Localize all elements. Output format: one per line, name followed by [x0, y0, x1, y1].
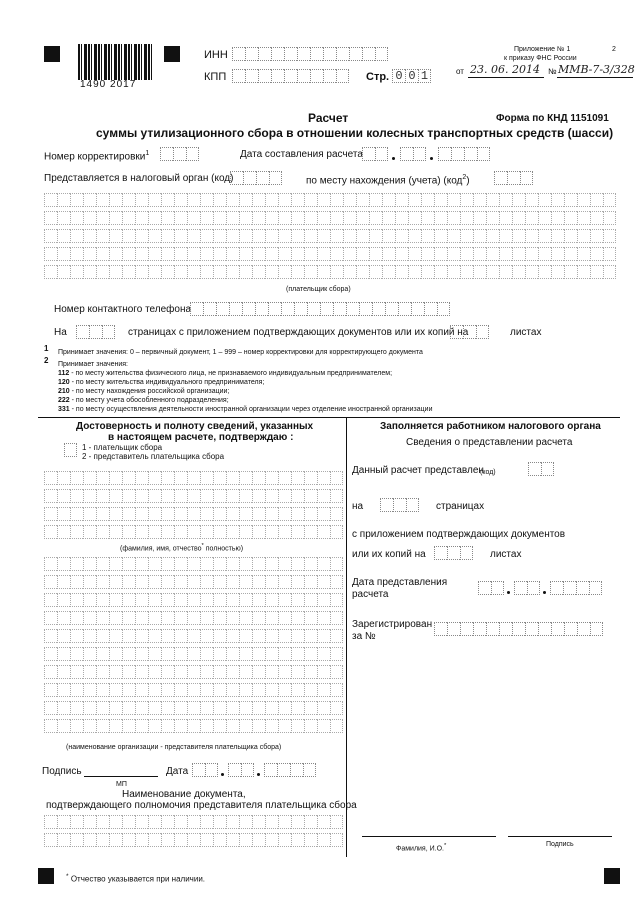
barcode [78, 44, 152, 80]
left-date-label: Дата [166, 766, 189, 777]
phone-cells[interactable] [190, 302, 450, 316]
organization-caption: (наименование организации - представителя плательщика сбора) [66, 744, 282, 751]
officer-fio-line[interactable] [362, 836, 496, 837]
registered-label-line1: Зарегистрирован [352, 619, 433, 630]
sheets-cells[interactable] [450, 325, 489, 339]
page-label: Стр. [366, 71, 390, 83]
pages-text: страницах с приложением подтверждающих документов или их копий на [128, 327, 469, 338]
right-on-label: на [352, 501, 364, 512]
right-pages-label: страницах [436, 501, 485, 512]
section-divider [38, 417, 620, 418]
page-number-cells[interactable] [392, 69, 431, 83]
footnote: * Отчество указывается при наличии. [66, 873, 206, 884]
confirmer-type-cell[interactable] [64, 443, 77, 457]
correction-label: Номер корректировки$^1$ [44, 150, 150, 163]
kpp-cells[interactable] [232, 69, 349, 83]
pages-cells[interactable] [76, 325, 115, 339]
submission-date-year-cells[interactable] [550, 581, 602, 595]
note-1-marker: 1 [44, 344, 49, 353]
note-code-331: 331 - по месту осуществления деятельности иностранной организации через отделение иностранной организации [58, 406, 433, 413]
confirm-title-line2: в настоящем расчете, подтверждаю : [108, 432, 294, 443]
note-code-222: 222 - по месту учета обособленного подразделения; [58, 397, 229, 404]
note-2-text: Принимает значения: [58, 361, 128, 368]
submission-date-label-line2: расчета [352, 589, 389, 600]
officer-fio-label: Фамилия, И.О.* [396, 843, 447, 853]
payer-caption: (плательщик сбора) [286, 286, 351, 293]
registered-label-line2: за № [352, 631, 376, 642]
on-label: На [54, 327, 67, 338]
officer-signature-line[interactable] [508, 836, 612, 837]
submission-date-label-line1: Дата представления [352, 577, 448, 588]
left-date-day-cells[interactable] [192, 763, 218, 777]
option-payer: 1 - плательщик сбора [82, 443, 163, 452]
kpp-label: КПП [204, 71, 227, 83]
registration-number-cells[interactable] [434, 622, 603, 636]
form-subtitle: суммы утилизационного сбора в отношении колесных транспортных средств (шасси) [96, 126, 614, 140]
right-sheets-label: листах [490, 549, 522, 560]
left-date-year-cells[interactable] [264, 763, 316, 777]
correction-cells[interactable] [160, 147, 199, 161]
page-corner-number: 2 [612, 46, 616, 53]
confirm-title-line1: Достоверность и полноту сведений, указанных [76, 421, 314, 432]
with-docs-label: с приложением подтверждающих документов [352, 529, 566, 540]
note-code-112: 112 - по месту жительства физического лица, не признаваемого индивидуальным предпринимателем; [58, 370, 393, 377]
note-1-text: Принимает значения: 0 – первичный документ, 1 – 999 – номер корректировки для корректирующего документа [58, 349, 423, 356]
tax-office-cells[interactable] [230, 171, 282, 185]
date-month-cells[interactable] [400, 147, 426, 161]
or-copies-label: или их копий на [352, 549, 426, 560]
tax-office-label: Представляется в налоговый орган (код) [44, 173, 234, 184]
corner-marker-top-left [44, 46, 60, 62]
stamp-place-label: МП [116, 781, 127, 788]
option-representative: 2 - представитель плательщика сбора [82, 452, 225, 461]
submitted-label: Данный расчет представлен [352, 465, 484, 476]
right-sheets-cells[interactable] [434, 546, 473, 560]
officer-sign-label: Подпись [546, 841, 574, 848]
inn-cells[interactable] [232, 47, 388, 61]
submission-date-month-cells[interactable] [514, 581, 540, 595]
location-label: по месту нахождения (учета) (код$^2$) [306, 174, 470, 187]
signature-label: Подпись [42, 766, 82, 777]
date-day-cells[interactable] [362, 147, 388, 161]
note-code-120: 120 - по месту жительства индивидуального предпринимателя; [58, 379, 265, 386]
location-code-cells[interactable] [494, 171, 533, 185]
corner-marker-bottom-right [604, 868, 620, 884]
note-2-marker: 2 [44, 356, 49, 365]
order-number-label: № [548, 67, 557, 76]
document-title-line2: подтверждающего полномочия представителя плательщика сбора [46, 800, 357, 811]
submission-info-title: Сведения о представлении расчета [406, 437, 573, 448]
column-divider [346, 417, 347, 857]
left-date-month-cells[interactable] [228, 763, 254, 777]
order-number: ММВ-7-3/328 [558, 63, 635, 76]
date-label: Дата составления расчета [240, 149, 363, 160]
fio-caption: (фамилия, имя, отчество* полностью) [120, 543, 244, 553]
tax-officer-section-title: Заполняется работником налогового органа [380, 421, 601, 432]
corner-marker-top-right [164, 46, 180, 62]
code-label: (код) [480, 469, 496, 476]
submission-date-day-cells[interactable] [478, 581, 504, 595]
page-digit: 0 [392, 69, 405, 83]
appendix-line2: к приказу ФНС России [504, 55, 577, 62]
sheets-label: листах [510, 327, 542, 338]
right-pages-cells[interactable] [380, 498, 419, 512]
form-code: Форма по КНД 1151091 [496, 113, 609, 124]
order-from-label: от [456, 67, 464, 76]
document-title-line1: Наименование документа, [122, 789, 246, 800]
order-date: 23. 06. 2014 [470, 63, 540, 76]
signature-line[interactable] [84, 776, 158, 777]
appendix-line1: Приложение № 1 [514, 46, 571, 53]
submission-code-cells[interactable] [528, 462, 554, 476]
note-code-210: 210 - по месту нахождения российской организации; [58, 388, 230, 395]
page-digit: 1 [418, 69, 431, 83]
inn-label: ИНН [204, 49, 228, 61]
date-year-cells[interactable] [438, 147, 490, 161]
page-digit: 0 [405, 69, 418, 83]
form-title: Расчет [308, 111, 349, 125]
barcode-number: 1490 2017 [80, 79, 137, 90]
corner-marker-bottom-left [38, 868, 54, 884]
phone-label: Номер контактного телефона [54, 304, 192, 315]
